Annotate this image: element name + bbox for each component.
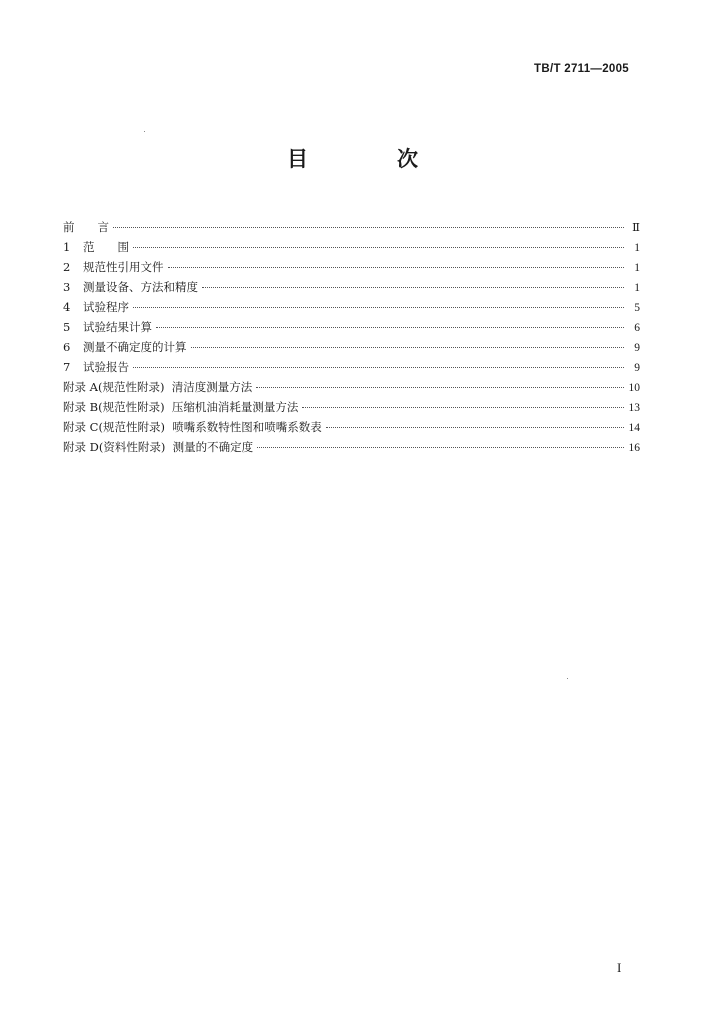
scan-speck (567, 678, 568, 679)
toc-page-number: 6 (634, 322, 640, 334)
toc-leader-dots (191, 347, 625, 348)
toc-entry-label: 测量设备、方法和精度 (83, 280, 198, 294)
toc-page-number: 13 (628, 402, 640, 414)
toc-entry-label: 试验结果计算 (83, 320, 152, 334)
toc-entry-label: 清洁度测量方法 (171, 380, 253, 394)
toc-leader-dots (133, 247, 624, 248)
toc-leader-dots (202, 287, 624, 288)
toc-page-number: 9 (634, 362, 640, 374)
toc-entry-6[interactable] (63, 337, 640, 357)
toc-entry-4[interactable] (63, 297, 640, 317)
toc-entry-number: 7 (63, 360, 71, 374)
toc-page-number: 1 (634, 262, 640, 274)
toc-leader-dots (326, 427, 624, 428)
toc-page-number: 10 (628, 382, 640, 394)
table-of-contents (63, 217, 640, 457)
toc-entry-number: 4 (63, 300, 71, 314)
toc-leader-dots (113, 227, 624, 228)
toc-leader-dots (133, 367, 624, 368)
toc-appendix-prefix: 附录 A(规范性附录) (63, 380, 172, 394)
toc-entry-appendix-a[interactable] (63, 377, 640, 397)
scan-speck (144, 131, 145, 132)
toc-entry-appendix-d[interactable] (63, 437, 640, 457)
toc-entry-appendix-b[interactable] (63, 397, 640, 417)
toc-leader-dots (257, 447, 624, 448)
toc-page-number: 14 (628, 422, 640, 434)
toc-leader-dots (133, 307, 624, 308)
toc-entry-3[interactable] (63, 277, 640, 297)
toc-entry-label: 测量不确定度的计算 (83, 340, 187, 354)
toc-entry-label: 试验程序 (83, 300, 129, 314)
toc-page-number: 16 (628, 442, 640, 454)
toc-entry-number: 6 (63, 340, 71, 354)
toc-entry-1[interactable] (63, 237, 640, 257)
toc-appendix-prefix: 附录 C(规范性附录) (63, 420, 173, 434)
toc-entry-2[interactable] (63, 257, 640, 277)
toc-entry-label: 试验报告 (83, 360, 129, 374)
page-title: 目 次 (287, 147, 452, 171)
standard-code: TB/T 2711—2005 (534, 63, 629, 75)
toc-leader-dots (256, 387, 624, 388)
toc-entry-7[interactable] (63, 357, 640, 377)
toc-page-number: 1 (634, 242, 640, 254)
toc-entry-foreword[interactable] (63, 217, 640, 237)
toc-page-number: 5 (634, 302, 640, 314)
toc-entry-number: 5 (63, 320, 71, 334)
page-folio: I (617, 960, 622, 975)
toc-entry-5[interactable] (63, 317, 640, 337)
toc-entry-label: 喷嘴系数特性图和喷嘴系数表 (172, 420, 322, 434)
toc-entry-number: 2 (63, 260, 71, 274)
toc-page-number: 1 (634, 282, 640, 294)
toc-entry-label: 压缩机油消耗量测量方法 (171, 400, 299, 414)
toc-page-number: 9 (634, 342, 640, 354)
toc-entry-label: 规范性引用文件 (83, 260, 164, 274)
toc-leader-dots (302, 407, 624, 408)
toc-entry-label: 前 言 (63, 220, 109, 234)
toc-entry-number: 1 (63, 240, 71, 254)
toc-leader-dots (168, 267, 625, 268)
toc-entry-label: 范 围 (83, 240, 129, 254)
toc-entry-appendix-c[interactable] (63, 417, 640, 437)
toc-appendix-prefix: 附录 D(资料性附录) (63, 440, 173, 454)
toc-entry-number: 3 (63, 280, 71, 294)
toc-appendix-prefix: 附录 B(规范性附录) (63, 400, 172, 414)
toc-leader-dots (156, 327, 624, 328)
toc-page-number: Ⅱ (632, 222, 640, 234)
toc-entry-label: 测量的不确定度 (172, 440, 254, 454)
